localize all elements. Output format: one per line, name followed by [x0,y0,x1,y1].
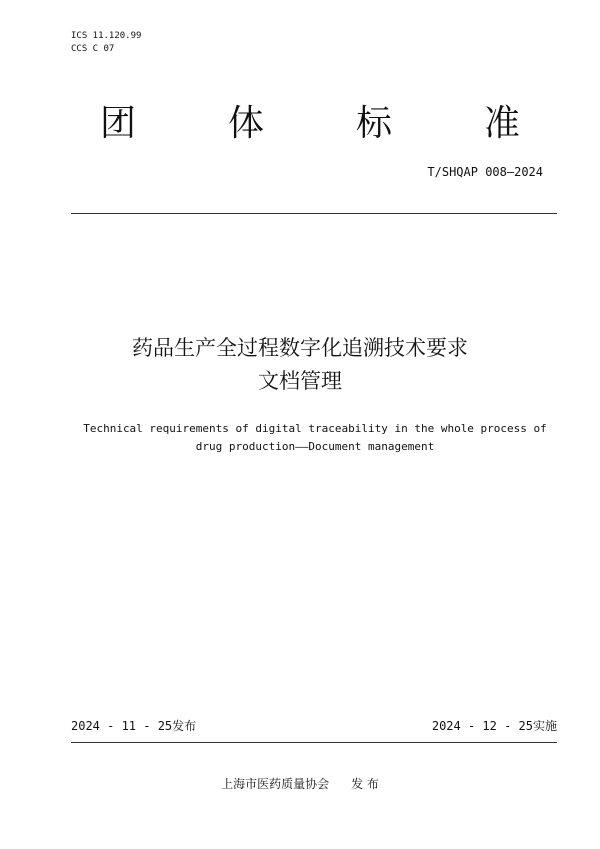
document-type-heading [100,104,520,144]
issuer-action: 发 布 [351,777,379,791]
heading-char: 团 [100,103,137,144]
ccs-code: CCS C 07 [71,44,115,55]
issuer-name: 上海市医药质量协会 [221,777,330,791]
publish-date: 2024 - 11 - 25发布 [71,719,197,733]
english-title-line2: drug production——Document management [195,440,435,454]
heading-char: 体 [227,103,264,144]
heading-char: 准 [483,103,520,144]
heading-char: 标 [355,103,392,144]
standard-code: T/SHQAP 008—2024 [427,165,543,179]
english-title-line1: Technical requirements of digital traceability in the whole process of [83,422,547,435]
chinese-title [0,332,600,397]
implement-date: 2024 - 12 - 25实施 [431,719,557,733]
chinese-title-line2: 文档管理 [258,368,342,393]
issuer-line [0,775,600,792]
bottom-divider [71,742,557,743]
english-title [60,420,570,456]
ics-code: ICS 11.120.99 [71,31,142,41]
top-divider [71,213,557,214]
chinese-title-line1: 药品生产全过程数字化追溯技术要求 [132,336,468,360]
classification-codes [71,30,141,56]
